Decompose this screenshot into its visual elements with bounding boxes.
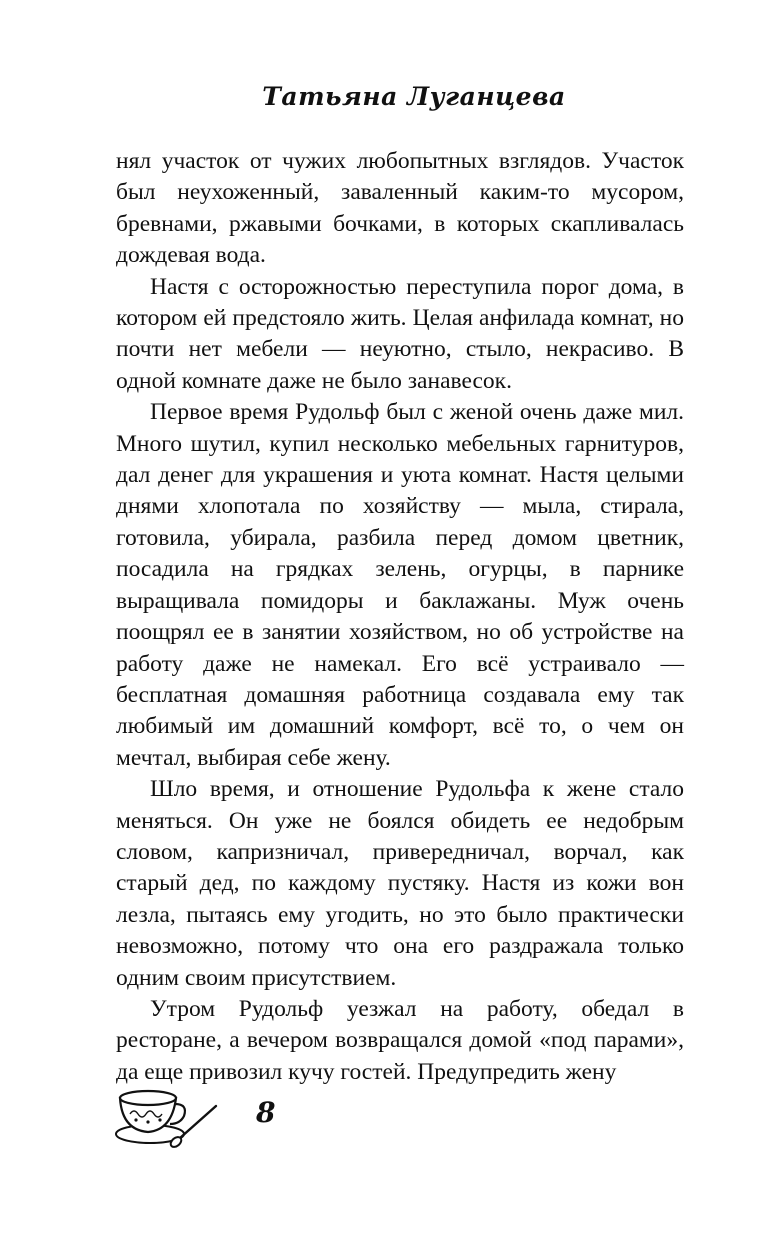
running-head: Татьяна Луганцева bbox=[262, 82, 566, 111]
page-footer bbox=[112, 1080, 312, 1160]
paragraph-4: Шло время, и отношение Рудольфа к жене стало меняться. Он уже не боялся обидеть ее недобрым словом, капризничал, привередничал, ворчал, как старый дед, по каждому пустяку. Настя из кожи вон лезла, пытаясь ему угодить, но это было практически невозможно, потому что она его раздражала только одним своим присутствием. bbox=[116, 776, 684, 991]
page-text bbox=[116, 146, 684, 1088]
page-number: 8 bbox=[256, 1096, 276, 1129]
teacup-with-spoon-icon bbox=[112, 1080, 222, 1152]
paragraph-3: Первое время Рудольф был с женой очень даже мил. Много шутил, купил несколько мебельных гарнитуров, дал денег для украшения и уюта комнат. Настя целыми днями хлопотала по хозяйству — мыла, стирала, готовила, убирала, разбила перед домом цветник, посадила на грядках зелень, огурцы, в парнике выращивала помидоры и баклажаны. Муж очень поощрял ее в занятии хозяйством, но об устройстве на работу даже не намекал. Его всё устраивало — бесплатная домашняя работница создавала ему так любимый им домашний комфорт, всё то, о чем он мечтал, выбирая себе жену. bbox=[116, 399, 684, 771]
paragraph-2: Настя с осторожностью переступила порог дома, в котором ей предстояло жить. Целая анфилада комнат, но почти нет мебели — неуютно, стыло, некрасиво. В одной комнате даже не было занавесок. bbox=[116, 273, 684, 394]
paragraph-1: нял участок от чужих любопытных взглядов. Участок был неухоженный, заваленный каким-то мусором, бревнами, ржавыми бочками, в которых скапливалась дождевая вода. bbox=[116, 148, 684, 269]
paragraph-5: Утром Рудольф уезжал на работу, обедал в ресторане, а вечером возвращался домой «под парами», да еще привозил кучу гостей. Предупредить жену bbox=[116, 995, 684, 1085]
